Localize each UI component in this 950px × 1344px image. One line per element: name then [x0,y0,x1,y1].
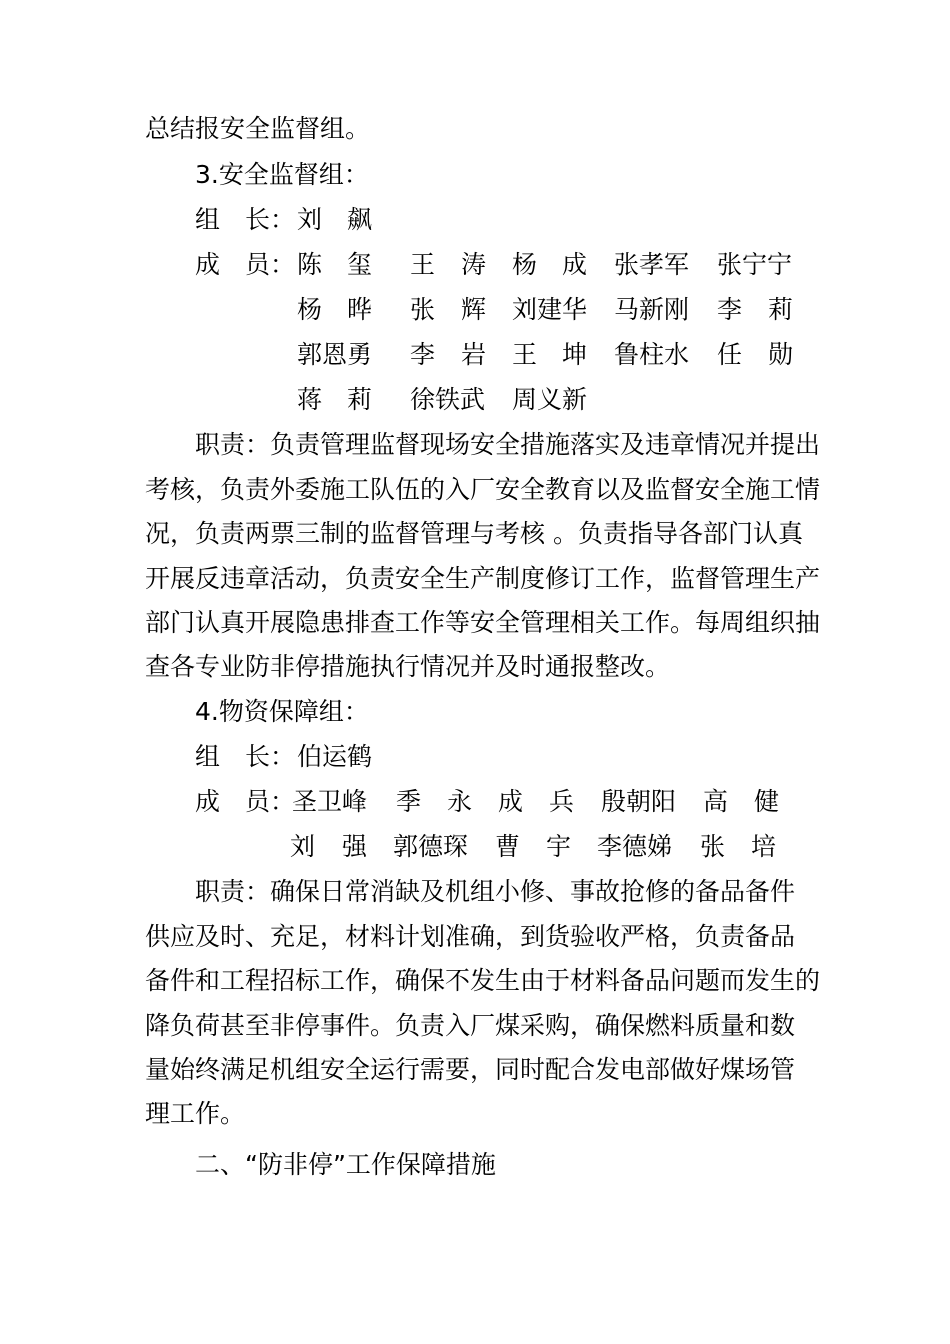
member-name-part: 李 [410,340,436,369]
member-label: 员： [245,787,296,816]
member-name-part: 王 [410,250,436,279]
member-name-part: 张 [410,295,436,324]
text-line: 部门认真开展隐患排查工作等安全管理相关工作。每周组织抽 [145,608,821,637]
member-name-part: 刘 [290,832,316,861]
member-name-part: 莉 [768,295,794,324]
member-row [0,293,950,327]
member-name: 鲁柱水 [614,340,690,369]
member-row [0,785,950,819]
group-leader-row [0,203,950,237]
member-name: 张宁宁 [717,250,793,279]
text-line: 开展反违章活动，负责安全生产制度修订工作，监督管理生产 [145,564,821,593]
member-name: 圣卫峰 [292,787,368,816]
member-row [0,248,950,282]
member-name: 李德娣 [597,832,673,861]
text-line: 理工作。 [145,1099,246,1128]
member-name: 殷朝阳 [601,787,677,816]
member-name-part: 高 [703,787,729,816]
member-name-part: 任 [717,340,743,369]
member-name-part: 陈 [297,250,323,279]
member-name-part: 勋 [768,340,794,369]
member-name-part: 张 [700,832,726,861]
text-line: 况，负责两票三制的监督管理与考核 。负责指导各部门认真 [145,519,803,548]
member-name-part: 杨 [512,250,538,279]
member-name-part: 王 [512,340,538,369]
text-line: 降负荷甚至非停事件。负责入厂煤采购，确保燃料质量和数 [145,1011,796,1040]
member-name-part: 莉 [347,385,373,414]
leader-label-char: 组 [195,742,221,771]
member-label: 员： [245,250,296,279]
member-name-part: 成 [498,787,524,816]
member-name-part: 培 [751,832,777,861]
text-line: 量始终满足机组安全运行需要，同时配合发电部做好煤场管 [145,1055,796,1084]
leader-name-part: 飙 [347,205,373,234]
member-name: 郭恩勇 [297,340,373,369]
member-name-part: 辉 [461,295,487,324]
section-heading: 二、“防非停”工作保障措施 [195,1150,496,1179]
text-line: 供应及时、充足，材料计划准确，到货验收严格，负责备品 [145,922,796,951]
text-line: 考核，负责外委施工队伍的入厂安全教育以及监督安全施工情 [145,475,821,504]
member-name: 徐铁武 [410,385,486,414]
member-name-part: 曹 [495,832,521,861]
text-line: 职责：确保日常消缺及机组小修、事故抢修的备品备件 [195,877,796,906]
member-row [0,383,950,417]
text-line: 总结报安全监督组。 [145,114,371,143]
member-label-char: 成 [195,250,221,279]
member-name-part: 晔 [347,295,373,324]
leader-label: 长： [245,742,296,771]
member-name-part: 李 [717,295,743,324]
member-row [0,338,950,372]
member-name: 周义新 [512,385,588,414]
section-heading: 3.安全监督组： [195,160,369,189]
member-name-part: 强 [342,832,368,861]
member-name-part: 季 [396,787,422,816]
member-name-part: 涛 [461,250,487,279]
member-name-part: 宇 [546,832,572,861]
member-name: 张孝军 [614,250,690,279]
member-name-part: 坤 [562,340,588,369]
member-label-char: 成 [195,787,221,816]
member-name: 刘建华 [512,295,588,324]
member-name-part: 成 [562,250,588,279]
member-name-part: 杨 [297,295,323,324]
leader-label-char: 组 [195,205,221,234]
text-line: 查各专业防非停措施执行情况并及时通报整改。 [145,652,671,681]
member-name-part: 兵 [549,787,575,816]
text-line: 备件和工程招标工作，确保不发生由于材料备品问题而发生的 [145,966,821,995]
member-row [0,830,950,864]
member-name-part: 蒋 [297,385,323,414]
leader-name-part: 刘 [297,205,323,234]
member-name: 郭德琛 [393,832,469,861]
member-name-part: 永 [447,787,473,816]
member-name: 马新刚 [614,295,690,324]
leader-label: 长： [245,205,296,234]
member-name-part: 健 [754,787,780,816]
member-name-part: 岩 [461,340,487,369]
group-leader-row [0,740,950,774]
leader-name: 伯运鹤 [297,742,373,771]
text-line: 职责：负责管理监督现场安全措施落实及违章情况并提出 [195,430,821,459]
member-name-part: 玺 [347,250,373,279]
section-heading: 4.物资保障组： [195,697,369,726]
